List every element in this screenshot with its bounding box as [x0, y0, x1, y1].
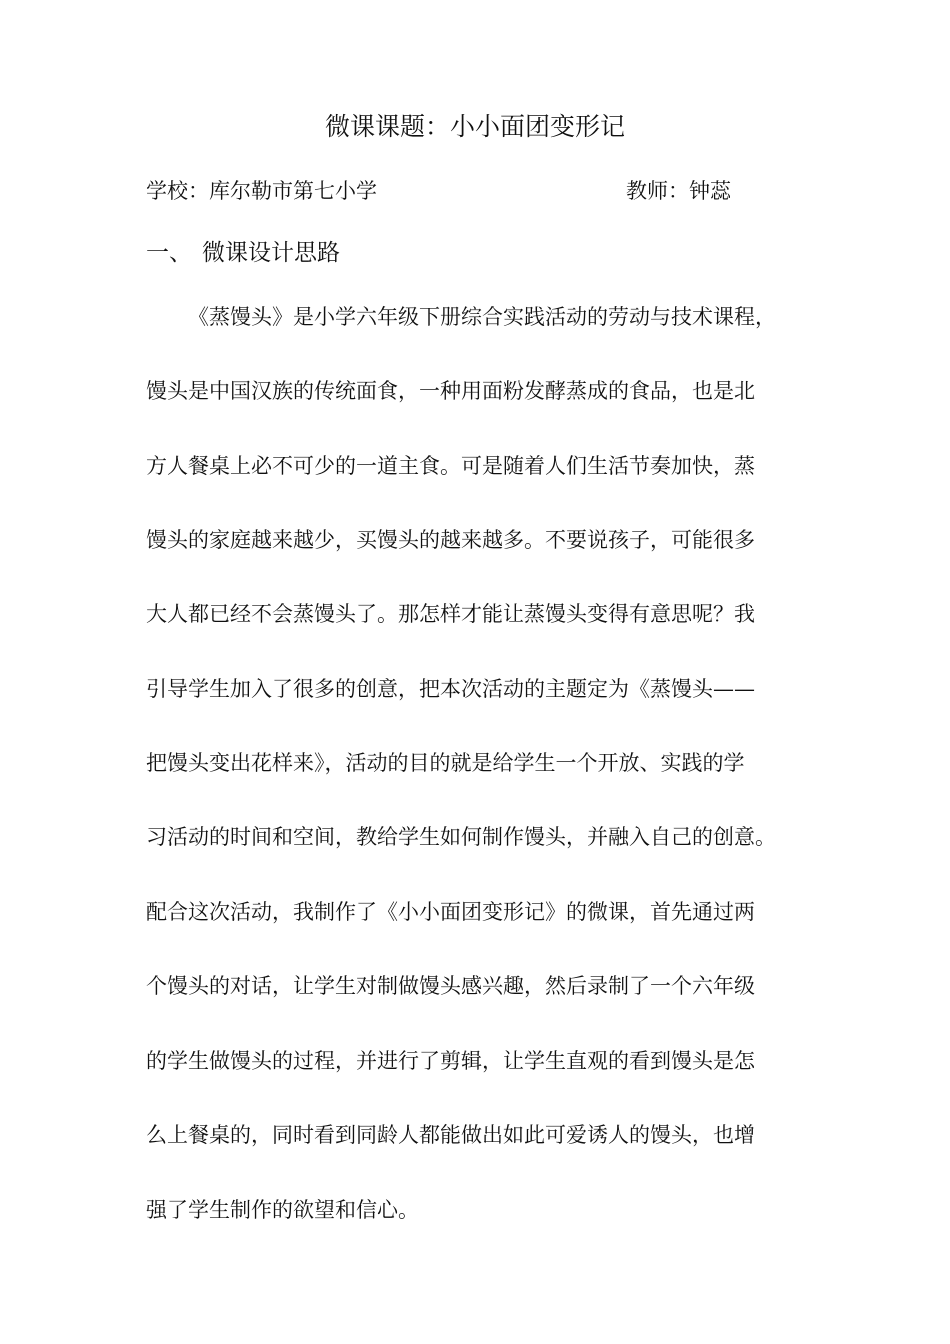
paragraph-line: 习活动的时间和空间，教给学生如何制作馒头，并融入自己的创意。 — [146, 825, 776, 849]
paragraph-line: 《蒸馒头》是小学六年级下册综合实践活动的劳动与技术课程， — [188, 305, 776, 329]
paragraph-line: 方人餐桌上必不可少的一道主食。可是随着人们生活节奏加快，蒸 — [146, 454, 755, 478]
school-info: 学校：库尔勒市第七小学 — [146, 179, 377, 203]
teacher-info: 教师：钟蕊 — [626, 179, 731, 203]
paragraph-line: 大人都已经不会蒸馒头了。那怎样才能让蒸馒头变得有意思呢？我 — [146, 602, 755, 626]
paragraph-line: 配合这次活动，我制作了《小小面团变形记》的微课，首先通过两 — [146, 900, 755, 924]
paragraph-line: 强了学生制作的欲望和信心。 — [146, 1198, 419, 1222]
paragraph-line: 馒头的家庭越来越少，买馒头的越来越多。不要说孩子，可能很多 — [146, 528, 755, 552]
paragraph-line: 把馒头变出花样来》，活动的目的就是给学生一个开放、实践的学 — [146, 751, 745, 775]
paragraph-line: 引导学生加入了很多的创意，把本次活动的主题定为《蒸馒头—— — [146, 677, 755, 701]
paragraph-line: 馒头是中国汉族的传统面食，一种用面粉发酵蒸成的食品，也是北 — [146, 379, 755, 403]
paragraph-line: 么上餐桌的，同时看到同龄人都能做出如此可爱诱人的馒头，也增 — [146, 1123, 755, 1147]
section-heading — [146, 238, 340, 268]
section-number: 一、 — [146, 240, 192, 266]
section-title: 微课设计思路 — [202, 240, 340, 266]
paragraph-line: 的学生做馒头的过程，并进行了剪辑，让学生直观的看到馒头是怎 — [146, 1049, 755, 1073]
paragraph-line: 个馒头的对话，让学生对制做馒头感兴趣，然后录制了一个六年级 — [146, 974, 755, 998]
page-title: 微课课题：小小面团变形记 — [324, 112, 625, 141]
